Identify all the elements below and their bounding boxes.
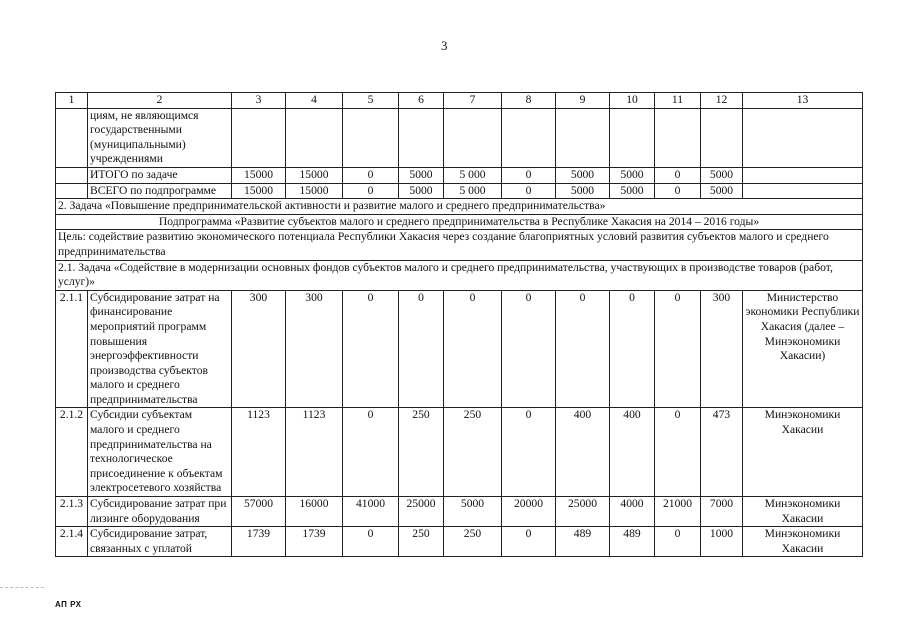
value-cell-col-10: 4000 bbox=[610, 497, 655, 527]
value-cell-col-10: 5000 bbox=[610, 167, 655, 183]
value-cell-col-12: 7000 bbox=[701, 497, 743, 527]
column-number-1: 1 bbox=[56, 93, 88, 109]
value-cell-col-9: 5000 bbox=[556, 183, 610, 199]
value-cell-col-5 bbox=[343, 108, 399, 167]
value-cell-col-8: 20000 bbox=[502, 497, 556, 527]
value-cell-col-3: 300 bbox=[232, 290, 286, 408]
value-cell-col-10: 0 bbox=[610, 290, 655, 408]
row-executor bbox=[743, 167, 863, 183]
value-cell-col-6: 250 bbox=[399, 527, 444, 557]
value-cell-col-5: 41000 bbox=[343, 497, 399, 527]
value-cell-col-7 bbox=[444, 108, 502, 167]
row-code bbox=[56, 108, 88, 167]
value-cell-col-4: 16000 bbox=[286, 497, 343, 527]
value-cell-col-5: 0 bbox=[343, 183, 399, 199]
section-heading: Цель: содействие развитию экономического потенциала Республики Хакасия через создание благоприятных условий развития субъектов малого и среднего предпринимательства bbox=[56, 230, 863, 260]
value-cell-col-12: 1000 bbox=[701, 527, 743, 557]
value-cell-col-9: 489 bbox=[556, 527, 610, 557]
value-cell-col-3: 57000 bbox=[232, 497, 286, 527]
value-cell-col-6: 5000 bbox=[399, 183, 444, 199]
value-cell-col-6 bbox=[399, 108, 444, 167]
column-number-5: 5 bbox=[343, 93, 399, 109]
row-name: Субсидирование затрат, связанных с уплатой bbox=[88, 527, 232, 557]
value-cell-col-10 bbox=[610, 108, 655, 167]
value-cell-col-7: 250 bbox=[444, 408, 502, 497]
column-number-12: 12 bbox=[701, 93, 743, 109]
value-cell-col-8: 0 bbox=[502, 527, 556, 557]
value-cell-col-6: 0 bbox=[399, 290, 444, 408]
value-cell-col-11: 0 bbox=[655, 183, 701, 199]
row-name: Субсидирование затрат при лизинге оборудования bbox=[88, 497, 232, 527]
row-executor: Минэкономики Хакасии bbox=[743, 497, 863, 527]
section-heading: 2. Задача «Повышение предпринимательской активности и развитие малого и среднего предпринимательства» bbox=[56, 199, 863, 215]
value-cell-col-3: 1123 bbox=[232, 408, 286, 497]
row-code bbox=[56, 167, 88, 183]
value-cell-col-8 bbox=[502, 108, 556, 167]
row-code: 2.1.1 bbox=[56, 290, 88, 408]
section-row bbox=[56, 214, 863, 230]
value-cell-col-4 bbox=[286, 108, 343, 167]
header-row bbox=[56, 93, 863, 109]
value-cell-col-3: 1739 bbox=[232, 527, 286, 557]
section-row bbox=[56, 260, 863, 290]
value-cell-col-6: 5000 bbox=[399, 167, 444, 183]
row-code: 2.1.4 bbox=[56, 527, 88, 557]
value-cell-col-7: 0 bbox=[444, 290, 502, 408]
column-number-11: 11 bbox=[655, 93, 701, 109]
value-cell-col-10: 5000 bbox=[610, 183, 655, 199]
value-cell-col-4: 1123 bbox=[286, 408, 343, 497]
row-name: Субсидирование затрат на финансирование мероприятий программ повышения энергоэффективности производства субъектов малого и среднего предпринимательства bbox=[88, 290, 232, 408]
row-code: 2.1.3 bbox=[56, 497, 88, 527]
row-name: ИТОГО по задаче bbox=[88, 167, 232, 183]
column-number-13: 13 bbox=[743, 93, 863, 109]
value-cell-col-6: 250 bbox=[399, 408, 444, 497]
value-cell-col-9: 0 bbox=[556, 290, 610, 408]
row-name: Субсидии субъектам малого и среднего предпринимательства на технологическое присоединение к объектам электросетевого хозяйства bbox=[88, 408, 232, 497]
column-number-8: 8 bbox=[502, 93, 556, 109]
value-cell-col-3: 15000 bbox=[232, 183, 286, 199]
value-cell-col-12: 300 bbox=[701, 290, 743, 408]
value-cell-col-3: 15000 bbox=[232, 167, 286, 183]
section-heading: Подпрограмма «Развитие субъектов малого и среднего предпринимательства в Республике Хакасия на 2014 – 2016 годы» bbox=[56, 214, 863, 230]
value-cell-col-8: 0 bbox=[502, 408, 556, 497]
value-cell-col-8: 0 bbox=[502, 183, 556, 199]
column-number-6: 6 bbox=[399, 93, 444, 109]
value-cell-col-12: 5000 bbox=[701, 183, 743, 199]
value-cell-col-6: 25000 bbox=[399, 497, 444, 527]
value-cell-col-4: 300 bbox=[286, 290, 343, 408]
row-executor: Министерство экономики Республики Хакасия (далее – Минэкономики Хакасии) bbox=[743, 290, 863, 408]
row-code: 2.1.2 bbox=[56, 408, 88, 497]
value-cell-col-7: 5 000 bbox=[444, 167, 502, 183]
value-cell-col-8: 0 bbox=[502, 290, 556, 408]
value-cell-col-10: 489 bbox=[610, 527, 655, 557]
value-cell-col-9: 5000 bbox=[556, 167, 610, 183]
column-number-9: 9 bbox=[556, 93, 610, 109]
value-cell-col-5: 0 bbox=[343, 408, 399, 497]
value-cell-col-7: 5000 bbox=[444, 497, 502, 527]
value-cell-col-12: 5000 bbox=[701, 167, 743, 183]
page-number: 3 bbox=[441, 38, 448, 53]
value-cell-col-9 bbox=[556, 108, 610, 167]
value-cell-col-12 bbox=[701, 108, 743, 167]
value-cell-col-11: 21000 bbox=[655, 497, 701, 527]
table-row bbox=[56, 167, 863, 183]
value-cell-col-8: 0 bbox=[502, 167, 556, 183]
value-cell-col-4: 1739 bbox=[286, 527, 343, 557]
footer-mark: АП РХ bbox=[55, 600, 82, 609]
section-row bbox=[56, 230, 863, 260]
table-row bbox=[56, 108, 863, 167]
column-number-2: 2 bbox=[88, 93, 232, 109]
value-cell-col-5: 0 bbox=[343, 167, 399, 183]
row-executor: Минэкономики Хакасии bbox=[743, 408, 863, 497]
column-number-7: 7 bbox=[444, 93, 502, 109]
table-row bbox=[56, 290, 863, 408]
table-row bbox=[56, 527, 863, 557]
value-cell-col-11: 0 bbox=[655, 527, 701, 557]
value-cell-col-7: 5 000 bbox=[444, 183, 502, 199]
column-number-3: 3 bbox=[232, 93, 286, 109]
row-executor: Минэкономики Хакасии bbox=[743, 527, 863, 557]
value-cell-col-9: 25000 bbox=[556, 497, 610, 527]
row-name: ВСЕГО по подпрограмме bbox=[88, 183, 232, 199]
section-row bbox=[56, 199, 863, 215]
table-row bbox=[56, 497, 863, 527]
budget-table bbox=[55, 92, 863, 557]
value-cell-col-3 bbox=[232, 108, 286, 167]
value-cell-col-5: 0 bbox=[343, 290, 399, 408]
column-number-10: 10 bbox=[610, 93, 655, 109]
table-body bbox=[56, 93, 863, 557]
scan-artifact-line bbox=[0, 587, 44, 588]
section-heading: 2.1. Задача «Содействие в модернизации основных фондов субъектов малого и среднего предпринимательства, участвующих в производстве товаров (работ, услуг)» bbox=[56, 260, 863, 290]
row-code bbox=[56, 183, 88, 199]
value-cell-col-4: 15000 bbox=[286, 167, 343, 183]
value-cell-col-5: 0 bbox=[343, 527, 399, 557]
value-cell-col-11: 0 bbox=[655, 167, 701, 183]
value-cell-col-11 bbox=[655, 108, 701, 167]
value-cell-col-7: 250 bbox=[444, 527, 502, 557]
value-cell-col-10: 400 bbox=[610, 408, 655, 497]
value-cell-col-12: 473 bbox=[701, 408, 743, 497]
table-row bbox=[56, 408, 863, 497]
row-name: циям, не являющимся государственными (муниципальными) учреждениями bbox=[88, 108, 232, 167]
table-row bbox=[56, 183, 863, 199]
row-executor bbox=[743, 183, 863, 199]
value-cell-col-4: 15000 bbox=[286, 183, 343, 199]
value-cell-col-9: 400 bbox=[556, 408, 610, 497]
row-executor bbox=[743, 108, 863, 167]
value-cell-col-11: 0 bbox=[655, 290, 701, 408]
column-number-4: 4 bbox=[286, 93, 343, 109]
value-cell-col-11: 0 bbox=[655, 408, 701, 497]
